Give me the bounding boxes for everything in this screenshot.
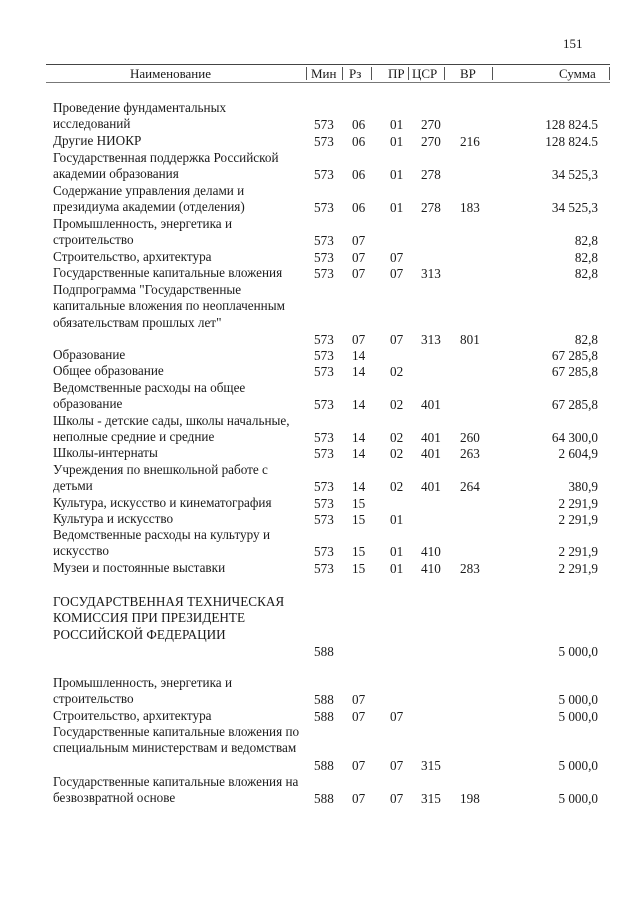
cell-sum: 64 300,0 [551, 429, 598, 445]
cell-pr: 01 [390, 560, 404, 576]
column-divider [408, 67, 409, 80]
cell-rz: 14 [352, 347, 366, 363]
cell-vr: 263 [460, 445, 480, 461]
cell-min: 573 [314, 331, 334, 347]
row-name: Содержание управления делами и президиума академии (отделения) [53, 183, 245, 215]
row-name: Ведомственные расходы на культуру и искусство [53, 527, 270, 559]
cell-rz: 07 [352, 265, 366, 281]
row-name: Другие НИОКР [53, 133, 142, 148]
cell-sum: 2 291,9 [558, 495, 598, 511]
row-name: Культура, искусство и кинематография [53, 495, 272, 510]
row-name: Государственные капитальные вложения на безвозвратной основе [53, 774, 299, 806]
cell-sum: 5 000,0 [558, 790, 598, 806]
header-rz: Рз [349, 66, 362, 81]
table-row [0, 413, 640, 446]
header-sum: Сумма [559, 66, 596, 81]
cell-min: 573 [314, 116, 334, 132]
row-name: Строительство, архитектура [53, 249, 212, 264]
cell-min: 588 [314, 691, 334, 707]
cell-pr: 07 [390, 331, 404, 347]
cell-min: 573 [314, 199, 334, 215]
cell-rz: 07 [352, 331, 366, 347]
table-row [0, 380, 640, 413]
column-divider [609, 67, 610, 80]
cell-csr: 270 [421, 116, 441, 132]
cell-min: 573 [314, 249, 334, 265]
cell-sum: 2 291,9 [558, 543, 598, 559]
cell-pr: 01 [390, 543, 404, 559]
row-name: Промышленность, энергетика и строительство [53, 216, 233, 248]
cell-min: 573 [314, 429, 334, 445]
cell-sum: 5 000,0 [558, 691, 598, 707]
cell-vr: 801 [460, 331, 480, 347]
cell-rz: 07 [352, 232, 366, 248]
header-name: Наименование [130, 66, 211, 81]
cell-vr: 183 [460, 199, 480, 215]
cell-csr: 270 [421, 133, 441, 149]
cell-sum: 82,8 [574, 331, 598, 347]
cell-pr: 02 [390, 429, 404, 445]
cell-sum: 5 000,0 [558, 643, 598, 659]
cell-sum: 380,9 [568, 478, 598, 494]
cell-pr: 01 [390, 166, 404, 182]
cell-csr: 401 [421, 445, 441, 461]
cell-sum: 2 291,9 [558, 511, 598, 527]
row-name: Учреждения по внешкольной работе с детьми [53, 462, 268, 494]
table-row [0, 511, 640, 528]
cell-csr: 313 [421, 265, 441, 281]
table-row [0, 774, 640, 807]
cell-rz: 15 [352, 543, 366, 559]
cell-vr: 198 [460, 790, 480, 806]
cell-min: 573 [314, 232, 334, 248]
cell-min: 573 [314, 445, 334, 461]
table-row [0, 724, 640, 774]
cell-sum: 67 285,8 [551, 347, 598, 363]
table-row [0, 265, 640, 282]
cell-sum: 34 525,3 [551, 199, 598, 215]
cell-pr: 07 [390, 249, 404, 265]
cell-pr: 02 [390, 445, 404, 461]
row-name: ГОСУДАРСТВЕННАЯ ТЕХНИЧЕСКАЯ КОМИССИЯ ПРИ ПРЕЗИДЕНТЕ РОССИЙСКОЙ ФЕДЕРАЦИИ [53, 594, 285, 642]
cell-rz: 06 [352, 166, 366, 182]
cell-min: 573 [314, 265, 334, 281]
row-name: Образование [53, 347, 126, 362]
cell-min: 573 [314, 347, 334, 363]
cell-sum: 67 285,8 [551, 363, 598, 379]
row-name: Общее образование [53, 363, 164, 378]
cell-sum: 5 000,0 [558, 757, 598, 773]
row-name: Подпрограмма "Государственные капитальные вложения по неоплаченным обязательствам прошлых лет" [53, 282, 285, 330]
cell-pr: 02 [390, 363, 404, 379]
cell-rz: 07 [352, 249, 366, 265]
cell-rz: 14 [352, 396, 366, 412]
cell-rz: 15 [352, 560, 366, 576]
cell-pr: 07 [390, 757, 404, 773]
cell-rz: 14 [352, 363, 366, 379]
cell-pr: 02 [390, 396, 404, 412]
header-min: Мин [311, 66, 337, 81]
cell-min: 573 [314, 495, 334, 511]
cell-min: 588 [314, 757, 334, 773]
cell-rz: 06 [352, 133, 366, 149]
cell-csr: 278 [421, 199, 441, 215]
header-vr: ВР [460, 66, 476, 81]
row-name: Государственные капитальные вложения [53, 265, 283, 280]
cell-rz: 06 [352, 199, 366, 215]
cell-pr: 01 [390, 133, 404, 149]
row-name: Государственные капитальные вложения по специальным министерствам и ведомствам [53, 724, 300, 756]
row-name: Школы - детские сады, школы начальные, неполные средние и средние [53, 413, 290, 445]
cell-rz: 07 [352, 691, 366, 707]
cell-csr: 401 [421, 396, 441, 412]
cell-pr: 01 [390, 199, 404, 215]
cell-min: 573 [314, 166, 334, 182]
table-row [0, 708, 640, 725]
table-row [0, 675, 640, 708]
column-divider [342, 67, 343, 80]
cell-min: 573 [314, 363, 334, 379]
table-row [0, 183, 640, 216]
cell-vr: 283 [460, 560, 480, 576]
table-row [0, 363, 640, 380]
cell-sum: 82,8 [574, 249, 598, 265]
cell-min: 573 [314, 396, 334, 412]
row-name: Строительство, архитектура [53, 708, 212, 723]
cell-sum: 82,8 [574, 232, 598, 248]
cell-csr: 410 [421, 543, 441, 559]
cell-pr: 01 [390, 116, 404, 132]
table-row [0, 100, 640, 133]
row-name: Культура и искусство [53, 511, 174, 526]
cell-pr: 01 [390, 511, 404, 527]
cell-rz: 07 [352, 708, 366, 724]
cell-rz: 14 [352, 478, 366, 494]
cell-sum: 5 000,0 [558, 708, 598, 724]
cell-vr: 264 [460, 478, 480, 494]
cell-min: 588 [314, 708, 334, 724]
cell-csr: 315 [421, 790, 441, 806]
cell-vr: 260 [460, 429, 480, 445]
row-name: Промышленность, энергетика и строительство [53, 675, 233, 707]
row-name: Государственная поддержка Российской академии образования [53, 150, 279, 182]
cell-min: 573 [314, 133, 334, 149]
cell-sum: 128 824.5 [545, 133, 598, 149]
cell-csr: 278 [421, 166, 441, 182]
cell-csr: 401 [421, 478, 441, 494]
cell-csr: 313 [421, 331, 441, 347]
cell-vr: 216 [460, 133, 480, 149]
cell-sum: 67 285,8 [551, 396, 598, 412]
table-row [0, 282, 640, 348]
cell-sum: 128 824.5 [545, 116, 598, 132]
cell-sum: 2 291,9 [558, 560, 598, 576]
column-divider [306, 67, 307, 80]
row-name: Проведение фундаментальных исследований [53, 100, 227, 132]
table-row [0, 347, 640, 364]
row-name: Школы-интернаты [53, 445, 158, 460]
header-csr: ЦСР [412, 66, 438, 81]
table-header [46, 64, 610, 83]
cell-sum: 34 525,3 [551, 166, 598, 182]
cell-min: 573 [314, 543, 334, 559]
table-row [0, 560, 640, 577]
table-row [0, 249, 640, 266]
cell-pr: 02 [390, 478, 404, 494]
table-row [0, 216, 640, 249]
cell-min: 588 [314, 643, 334, 659]
cell-min: 573 [314, 511, 334, 527]
cell-csr: 401 [421, 429, 441, 445]
column-divider [444, 67, 445, 80]
cell-rz: 07 [352, 757, 366, 773]
cell-pr: 07 [390, 265, 404, 281]
row-name: Ведомственные расходы на общее образование [53, 380, 246, 412]
cell-sum: 82,8 [574, 265, 598, 281]
cell-rz: 07 [352, 790, 366, 806]
cell-min: 588 [314, 790, 334, 806]
cell-pr: 07 [390, 708, 404, 724]
column-divider [492, 67, 493, 80]
table-row [0, 133, 640, 150]
table-row [0, 495, 640, 512]
column-divider [371, 67, 372, 80]
cell-min: 573 [314, 478, 334, 494]
cell-rz: 15 [352, 495, 366, 511]
row-name: Музеи и постоянные выставки [53, 560, 226, 575]
cell-csr: 315 [421, 757, 441, 773]
cell-csr: 410 [421, 560, 441, 576]
cell-sum: 2 604,9 [558, 445, 598, 461]
cell-rz: 15 [352, 511, 366, 527]
cell-rz: 14 [352, 429, 366, 445]
page-number: 151 [563, 36, 583, 51]
cell-rz: 14 [352, 445, 366, 461]
table-row [0, 150, 640, 183]
table-row [0, 445, 640, 462]
header-pr: ПР [388, 66, 405, 81]
cell-rz: 06 [352, 116, 366, 132]
cell-min: 573 [314, 560, 334, 576]
table-row [0, 462, 640, 495]
cell-pr: 07 [390, 790, 404, 806]
table-row [0, 527, 640, 560]
table-row [0, 594, 640, 660]
